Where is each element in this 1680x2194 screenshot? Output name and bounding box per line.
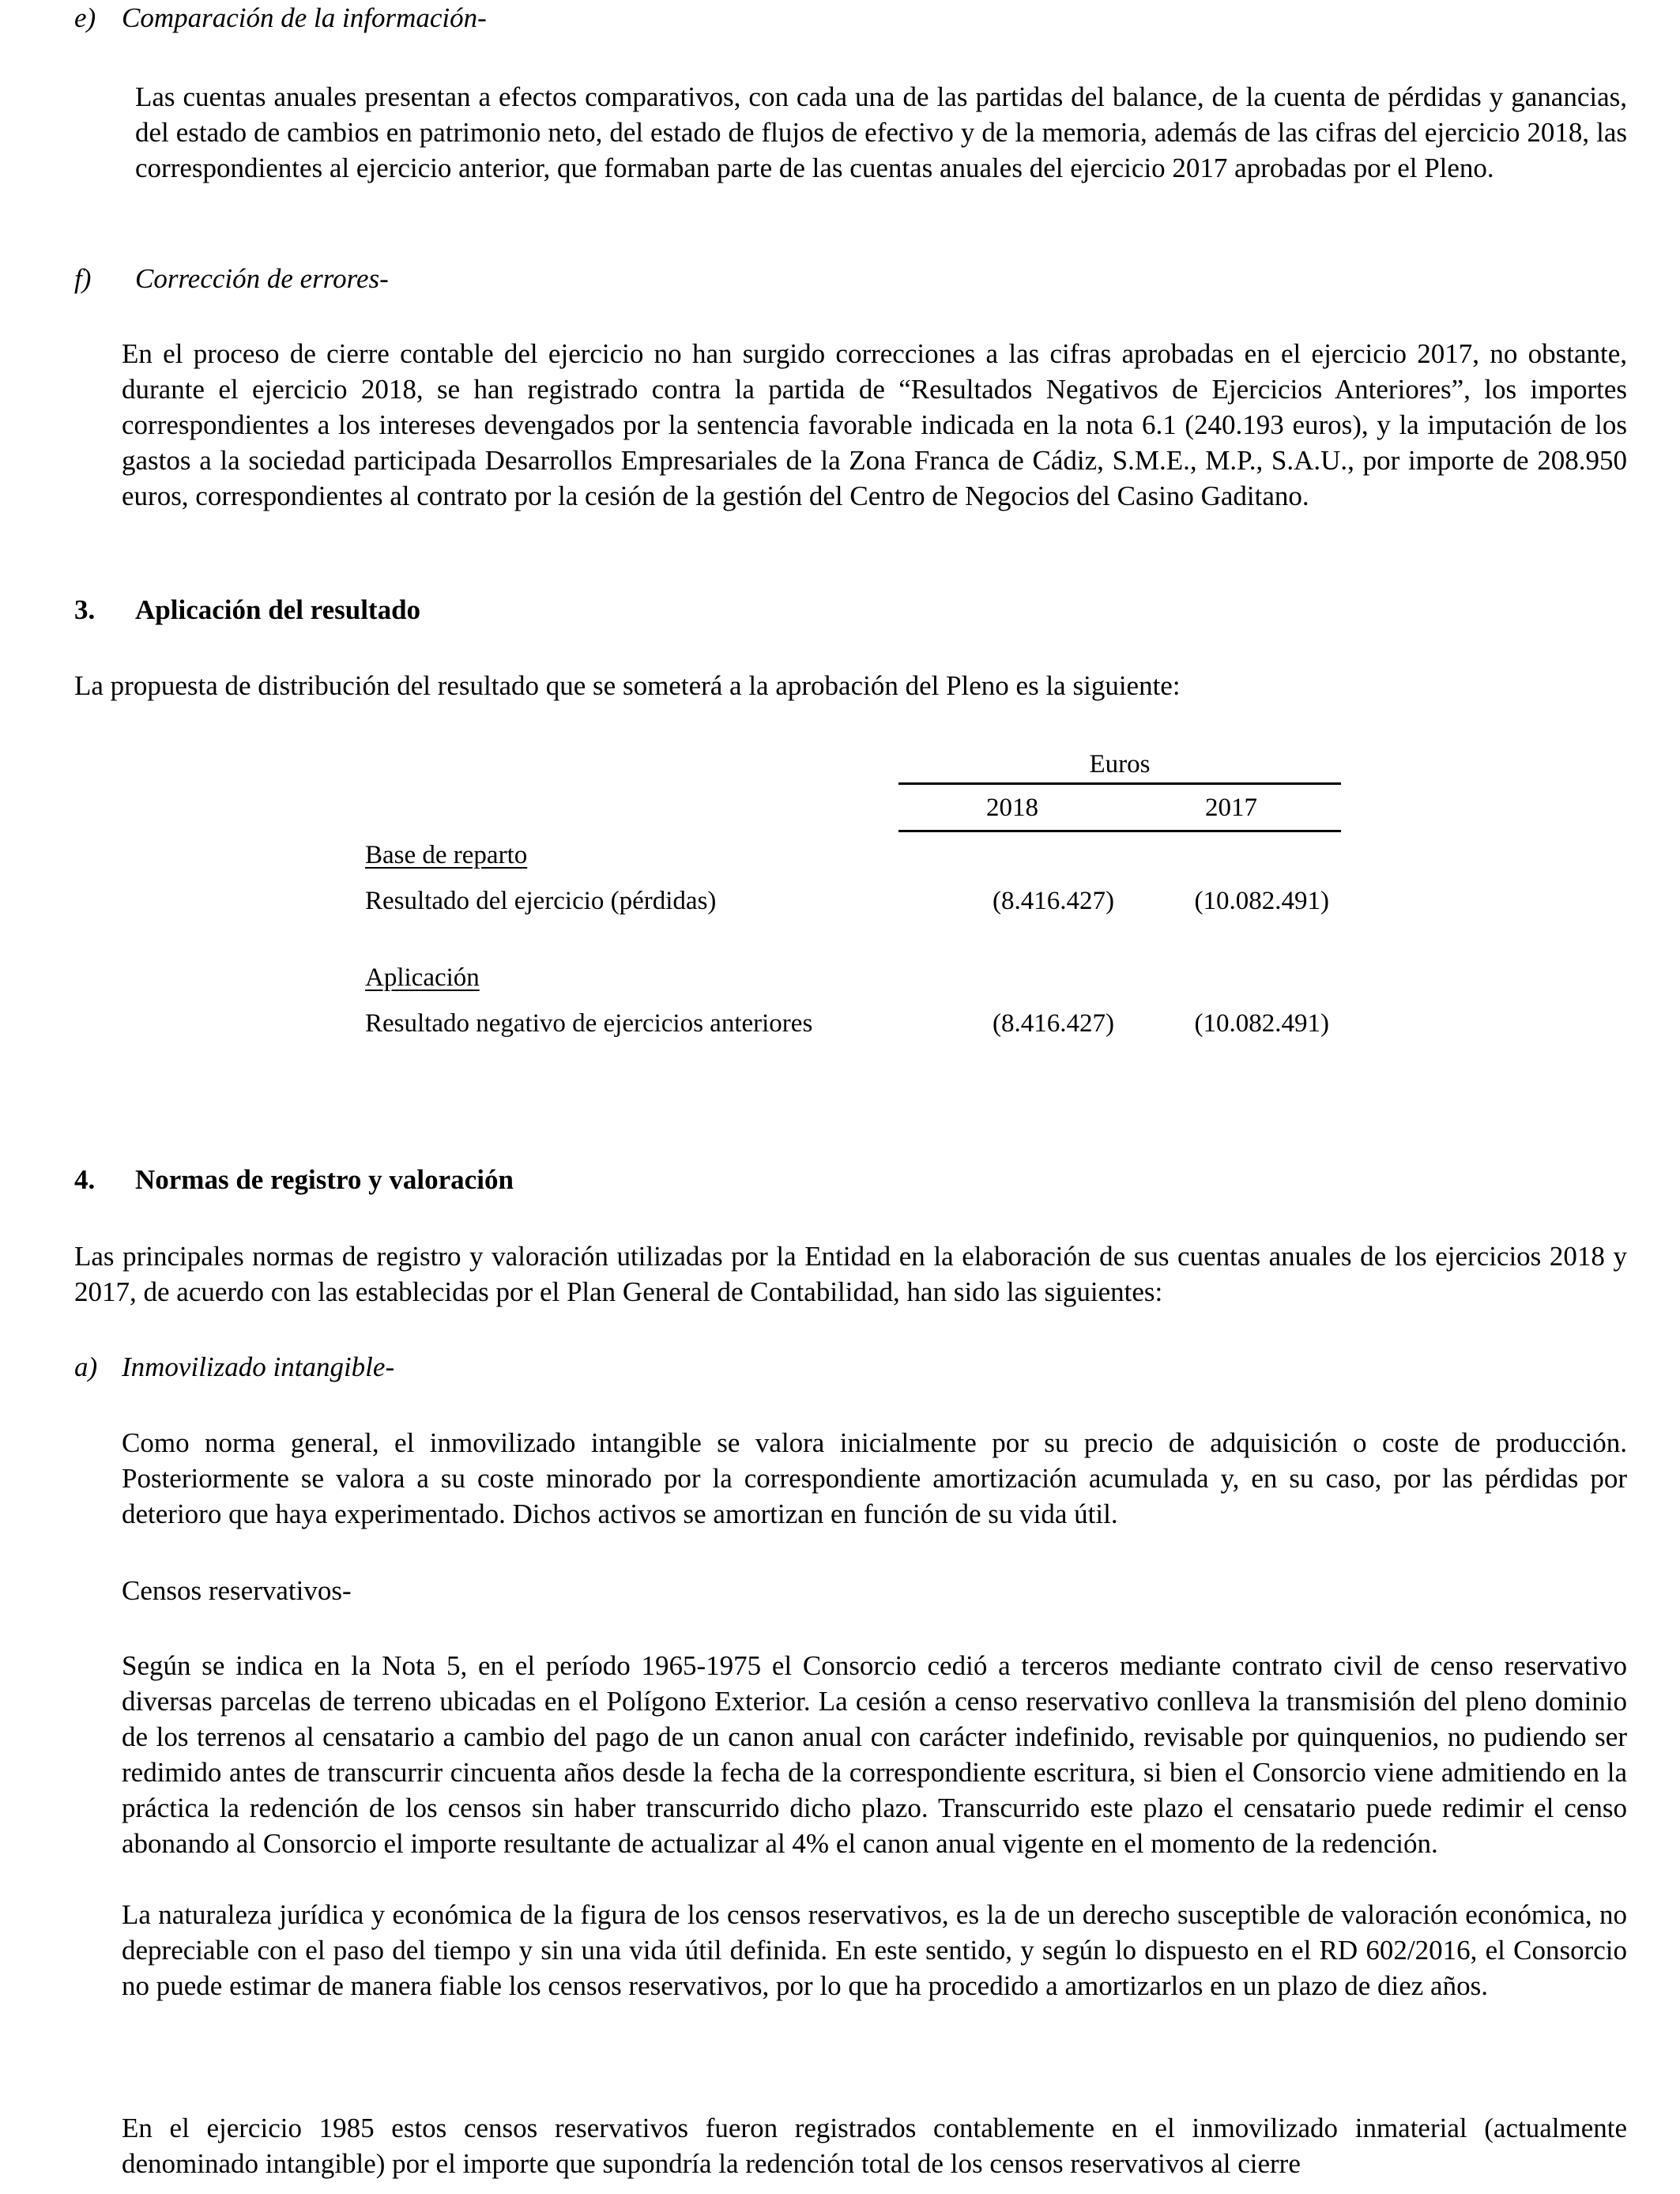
table-group-aplicacion: Aplicación: [365, 963, 480, 992]
censos-1985-paragraph: En el ejercicio 1985 estos censos reservativos fueron registrados contablemente en el inmovilizado inmaterial (actualmente denominado intangible) por el importe que supondría la redención total de los censos reservativos al cierre: [122, 2113, 1627, 2179]
table-row-value-2018: (8.416.427): [993, 887, 1114, 915]
censos-nature-paragraph: La naturaleza jurídica y económica de la figura de los censos reservativos, es la de un derecho susceptible de valoración económica, no depreciable con el paso del tiempo y sin una vida útil definida. En este sentido, y según lo dispuesto en el RD 602/2016, el Consorcio no puede estimar de manera fiable los censos reservativos, por lo que ha procedido a amortizarlos en un plazo de diez años.: [122, 1899, 1627, 2001]
section-f-letter: f): [74, 263, 92, 294]
section-4-number: 4.: [74, 1164, 96, 1195]
table-row-value-2018: (8.416.427): [993, 1009, 1114, 1038]
table-group-base: Base de reparto: [365, 841, 528, 869]
section-f-title: Corrección de errores-: [135, 263, 389, 294]
section-e-heading: [74, 0, 785, 36]
section-f-heading: [74, 261, 785, 296]
section-4-title: Normas de registro y valoración: [135, 1164, 514, 1195]
table-unit-header: Euros: [1089, 750, 1151, 778]
section-e-paragraph: Las cuentas anuales presentan a efectos comparativos, con cada una de las partidas del balance, de la cuenta de pérdidas y ganancias, del estado de cambios en patrimonio neto, del estado de flujos de efectivo y de la memoria, además de las cifras del ejercicio 2018, las correspondientes al ejercicio anterior, que formaban parte de las cuentas anuales del ejercicio 2017 aprobadas por el Pleno.: [135, 81, 1627, 183]
table-row-value-2017: (10.082.491): [1194, 1009, 1329, 1038]
table-year-2018: 2018: [986, 794, 1038, 822]
section-a-title: Inmovilizado intangible-: [122, 1351, 395, 1382]
table-row-label: Resultado negativo de ejercicios anteriores: [365, 1009, 813, 1038]
section-4-heading: [74, 1162, 785, 1197]
section-a-letter: a): [74, 1351, 98, 1382]
section-3-number: 3.: [74, 594, 96, 625]
section-3-title: Aplicación del resultado: [135, 594, 421, 625]
table-header-rule: [898, 782, 1341, 785]
section-3-intro: La propuesta de distribución del resultado que se someterá a la aprobación del Pleno es la siguiente:: [74, 670, 1181, 701]
table-row-value-2017: (10.082.491): [1194, 887, 1329, 915]
section-4-intro: Las principales normas de registro y valoración utilizadas por la Entidad en la elaboración de sus cuentas anuales de los ejercicios 2018 y 2017, de acuerdo con las establecidas por el Plan General de Contabilidad, han sido las siguientes:: [74, 1241, 1627, 1307]
censos-subheading: Censos reservativos-: [122, 1575, 352, 1606]
section-e-letter: e): [74, 2, 96, 33]
section-a-paragraph: Como norma general, el inmovilizado intangible se valora inicialmente por su precio de adquisición o coste de producción. Posteriormente se valora a su coste minorado por la correspondiente amortización acumulada y, en su caso, por las pérdidas por deterioro que haya experimentado. Dichos activos se amortizan en función de su vida útil.: [122, 1427, 1627, 1529]
section-e-title: Comparación de la información-: [122, 2, 487, 33]
section-a-heading: [74, 1349, 785, 1385]
table-year-2017: 2017: [1205, 794, 1257, 822]
table-row-label: Resultado del ejercicio (pérdidas): [365, 887, 717, 915]
censos-paragraph: Según se indica en la Nota 5, en el período 1965-1975 el Consorcio cedió a terceros mediante contrato civil de censo reservativo diversas parcelas de terreno ubicadas en el Polígono Exterior. La cesión a censo reservativo conlleva la transmisión del pleno dominio de los terrenos al censatario a cambio del pago de un canon anual con carácter indefinido, revisable por quinquenios, no pudiendo ser redimido antes de transcurrir cincuenta años desde la fecha de la correspondiente escritura, si bien el Consorcio viene admitiendo en la práctica la redención de los censos sin haber transcurrido dicho plazo. Transcurrido este plazo el censatario puede redimir el censo abonando al Consorcio el importe resultante de actualizar al 4% el canon anual vigente en el momento de la redención.: [122, 1650, 1627, 1859]
section-3-heading: [74, 592, 785, 628]
table-year-rule: [898, 830, 1341, 832]
section-f-paragraph: En el proceso de cierre contable del ejercicio no han surgido correcciones a las cifras aprobadas en el ejercicio 2017, no obstante, durante el ejercicio 2018, se han registrado contra la partida de “Resultados Negativos de Ejercicios Anteriores”, los importes correspondientes a los intereses devengados por la sentencia favorable indicada en la nota 6.1 (240.193 euros), y la imputación de los gastos a la sociedad participada Desarrollos Empresariales de la Zona Franca de Cádiz, S.M.E., M.P., S.A.U., por importe de 208.950 euros, correspondientes al contrato por la cesión de la gestión del Centro de Negocios del Casino Gaditano.: [122, 338, 1627, 511]
